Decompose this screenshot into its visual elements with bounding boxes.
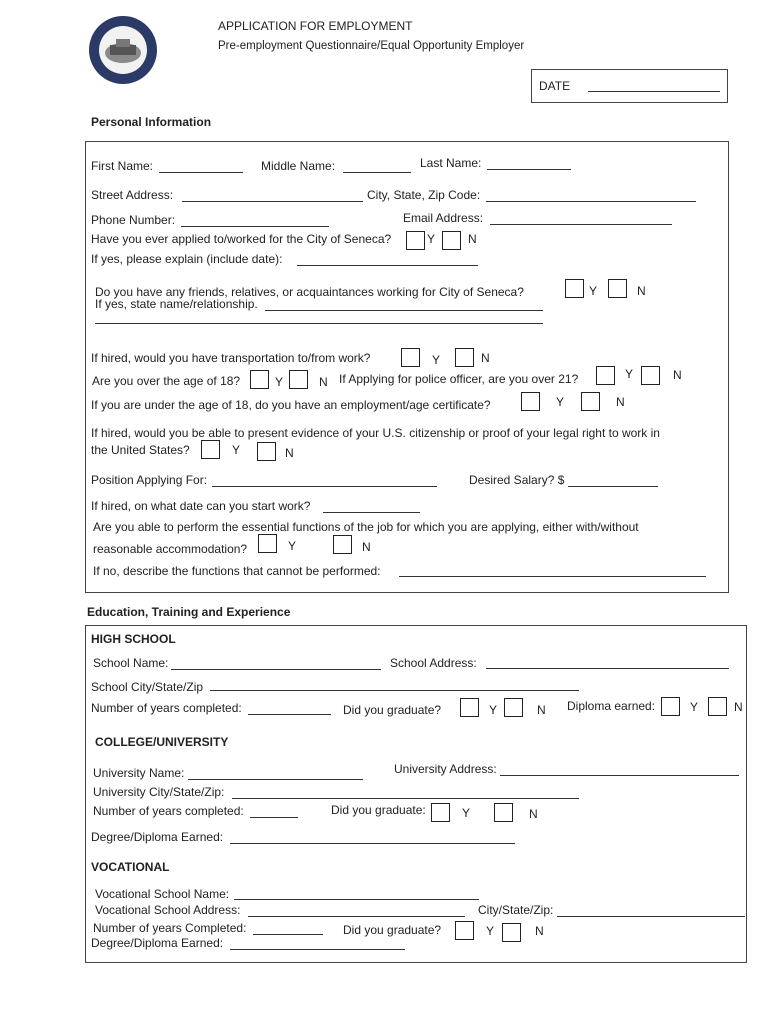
under18-question: If you are under the age of 18, do you have an employment/age certificate? xyxy=(91,398,491,412)
college-degree-field[interactable] xyxy=(230,843,515,844)
if-no-describe-label: If no, describe the functions that cannot be performed: xyxy=(93,564,381,578)
over18-question: Are you over the age of 18? xyxy=(92,374,241,388)
start-date-field[interactable] xyxy=(323,512,420,513)
street-label: Street Address: xyxy=(91,188,174,202)
vocational-heading: VOCATIONAL xyxy=(91,860,170,874)
college-city-label: University City/State/Zip: xyxy=(93,785,225,799)
friends-question: Do you have any friends, relatives, or acquaintances working for City of Seneca? xyxy=(95,285,524,299)
hs-diploma-label: Diploma earned: xyxy=(567,699,656,713)
last-name-field[interactable] xyxy=(487,169,571,170)
vocational-years-label: Number of years Completed: xyxy=(93,921,247,935)
citizenship-question-line1: If hired, would you be able to present evidence of your U.S. citizenship or proof of your legal right to work in xyxy=(91,426,660,440)
high-school-heading: HIGH SCHOOL xyxy=(91,632,176,646)
education-section-title: Education, Training and Experience xyxy=(87,605,291,619)
phone-field[interactable] xyxy=(181,226,329,227)
position-field[interactable] xyxy=(212,486,437,487)
vocational-name-field[interactable] xyxy=(234,899,479,900)
friends-relationship-field[interactable] xyxy=(265,310,543,311)
start-date-label: If hired, on what date can you start work? xyxy=(91,499,311,513)
college-name-field[interactable] xyxy=(188,779,363,780)
vocational-degree-field[interactable] xyxy=(230,949,405,950)
hs-years-label: Number of years completed: xyxy=(91,701,242,715)
police-yes-checkbox[interactable] xyxy=(596,366,615,385)
vocational-city-field[interactable] xyxy=(557,916,745,917)
applied-yes-checkbox[interactable] xyxy=(406,231,425,250)
essential-question-line1: Are you able to perform the essential functions of the job for which you are applying, either with/without xyxy=(93,520,639,534)
hs-diploma-no-label: N xyxy=(734,700,743,714)
if-yes-explain-field[interactable] xyxy=(297,265,478,266)
vocational-graduate-no-label: N xyxy=(535,924,544,938)
college-city-field[interactable] xyxy=(232,798,579,799)
middle-name-field[interactable] xyxy=(343,172,411,173)
under18-yes-label: Y xyxy=(556,395,565,409)
street-field[interactable] xyxy=(182,201,363,202)
essential-no-checkbox[interactable] xyxy=(333,535,352,554)
form-subtitle: Pre-employment Questionnaire/Equal Opportunity Employer xyxy=(218,40,525,52)
last-name-label: Last Name: xyxy=(420,156,482,170)
college-heading: COLLEGE/UNIVERSITY xyxy=(95,735,229,749)
date-label: DATE xyxy=(539,79,571,93)
police-question: If Applying for police officer, are you over 21? xyxy=(339,372,579,386)
friends-yes-checkbox[interactable] xyxy=(565,279,584,298)
over18-yes-label: Y xyxy=(275,375,284,389)
friends-relationship-field-2[interactable] xyxy=(95,323,543,324)
personal-section-title: Personal Information xyxy=(91,115,212,129)
college-graduate-label: Did you graduate: xyxy=(331,803,426,817)
over18-yes-checkbox[interactable] xyxy=(250,370,269,389)
hs-graduate-no-checkbox[interactable] xyxy=(504,698,523,717)
citizenship-yes-label: Y xyxy=(232,443,241,457)
transport-yes-checkbox[interactable] xyxy=(401,348,420,367)
first-name-field[interactable] xyxy=(159,172,243,173)
hs-graduate-no-label: N xyxy=(537,703,546,717)
vocational-city-label: City/State/Zip: xyxy=(478,903,554,917)
city-state-zip-field[interactable] xyxy=(486,201,696,202)
email-field[interactable] xyxy=(490,224,672,225)
transport-no-label: N xyxy=(481,351,490,365)
police-no-label: N xyxy=(673,368,682,382)
under18-no-label: N xyxy=(616,395,625,409)
date-field[interactable] xyxy=(588,91,720,92)
vocational-graduate-label: Did you graduate? xyxy=(343,923,442,937)
vocational-name-label: Vocational School Name: xyxy=(95,887,230,901)
position-label: Position Applying For: xyxy=(91,473,208,487)
college-graduate-yes-checkbox[interactable] xyxy=(431,803,450,822)
college-name-label: University Name: xyxy=(93,766,185,780)
phone-label: Phone Number: xyxy=(91,213,176,227)
transport-yes-label: Y xyxy=(432,353,441,367)
essential-no-label: N xyxy=(362,540,371,554)
applied-yes-label: Y xyxy=(427,232,436,246)
citizenship-no-label: N xyxy=(285,446,294,460)
email-label: Email Address: xyxy=(403,211,484,225)
citizenship-yes-checkbox[interactable] xyxy=(201,440,220,459)
vocational-graduate-yes-checkbox[interactable] xyxy=(455,921,474,940)
hs-address-field[interactable] xyxy=(486,668,729,669)
vocational-address-field[interactable] xyxy=(248,916,465,917)
friends-if-yes-label: If yes, state name/relationship. xyxy=(95,297,258,311)
middle-name-label: Middle Name: xyxy=(261,159,336,173)
salary-label: Desired Salary? $ xyxy=(469,473,565,487)
if-yes-explain-label: If yes, please explain (include date): xyxy=(91,252,283,266)
applied-no-label: N xyxy=(468,232,477,246)
vocational-graduate-no-checkbox[interactable] xyxy=(502,923,521,942)
college-years-label: Number of years completed: xyxy=(93,804,244,818)
citizenship-question-line2: the United States? xyxy=(91,443,190,457)
hs-name-label: School Name: xyxy=(93,656,169,670)
vocational-degree-label: Degree/Diploma Earned: xyxy=(91,936,224,950)
hs-name-field[interactable] xyxy=(171,669,381,670)
hs-diploma-no-checkbox[interactable] xyxy=(708,697,727,716)
hs-city-label: School City/State/Zip xyxy=(91,680,204,694)
college-graduate-no-checkbox[interactable] xyxy=(494,803,513,822)
hs-graduate-label: Did you graduate? xyxy=(343,703,442,717)
friends-yes-label: Y xyxy=(589,284,598,298)
essential-yes-checkbox[interactable] xyxy=(258,534,277,553)
over18-no-checkbox[interactable] xyxy=(289,370,308,389)
hs-city-field[interactable] xyxy=(210,690,579,691)
college-degree-label: Degree/Diploma Earned: xyxy=(91,830,224,844)
vocational-years-field[interactable] xyxy=(253,934,323,935)
citizenship-no-checkbox[interactable] xyxy=(257,442,276,461)
over18-no-label: N xyxy=(319,375,328,389)
friends-no-label: N xyxy=(637,284,646,298)
college-address-field[interactable] xyxy=(500,775,739,776)
college-graduate-no-label: N xyxy=(529,807,538,821)
applied-question: Have you ever applied to/worked for the City of Seneca? xyxy=(91,232,392,246)
salary-field[interactable] xyxy=(568,486,658,487)
under18-no-checkbox[interactable] xyxy=(581,392,600,411)
police-yes-label: Y xyxy=(625,367,634,381)
police-no-checkbox[interactable] xyxy=(641,366,660,385)
city-state-zip-label: City, State, Zip Code: xyxy=(367,188,481,202)
hs-graduate-yes-checkbox[interactable] xyxy=(460,698,479,717)
transport-question: If hired, would you have transportation to/from work? xyxy=(91,351,371,365)
vocational-graduate-yes-label: Y xyxy=(486,924,495,938)
form-title: APPLICATION FOR EMPLOYMENT xyxy=(218,19,413,33)
hs-diploma-yes-checkbox[interactable] xyxy=(661,697,680,716)
transport-no-checkbox[interactable] xyxy=(455,348,474,367)
if-no-describe-field[interactable] xyxy=(399,576,706,577)
essential-yes-label: Y xyxy=(288,539,297,553)
college-graduate-yes-label: Y xyxy=(462,806,471,820)
city-seal-logo xyxy=(88,15,158,85)
essential-question-line2: reasonable accommodation? xyxy=(93,542,248,556)
applied-no-checkbox[interactable] xyxy=(442,231,461,250)
first-name-label: First Name: xyxy=(91,159,154,173)
vocational-address-label: Vocational School Address: xyxy=(95,903,241,917)
college-address-label: University Address: xyxy=(394,762,497,776)
hs-graduate-yes-label: Y xyxy=(489,703,498,717)
hs-years-field[interactable] xyxy=(248,714,331,715)
friends-no-checkbox[interactable] xyxy=(608,279,627,298)
hs-address-label: School Address: xyxy=(390,656,477,670)
college-years-field[interactable] xyxy=(250,817,298,818)
under18-yes-checkbox[interactable] xyxy=(521,392,540,411)
hs-diploma-yes-label: Y xyxy=(690,700,699,714)
